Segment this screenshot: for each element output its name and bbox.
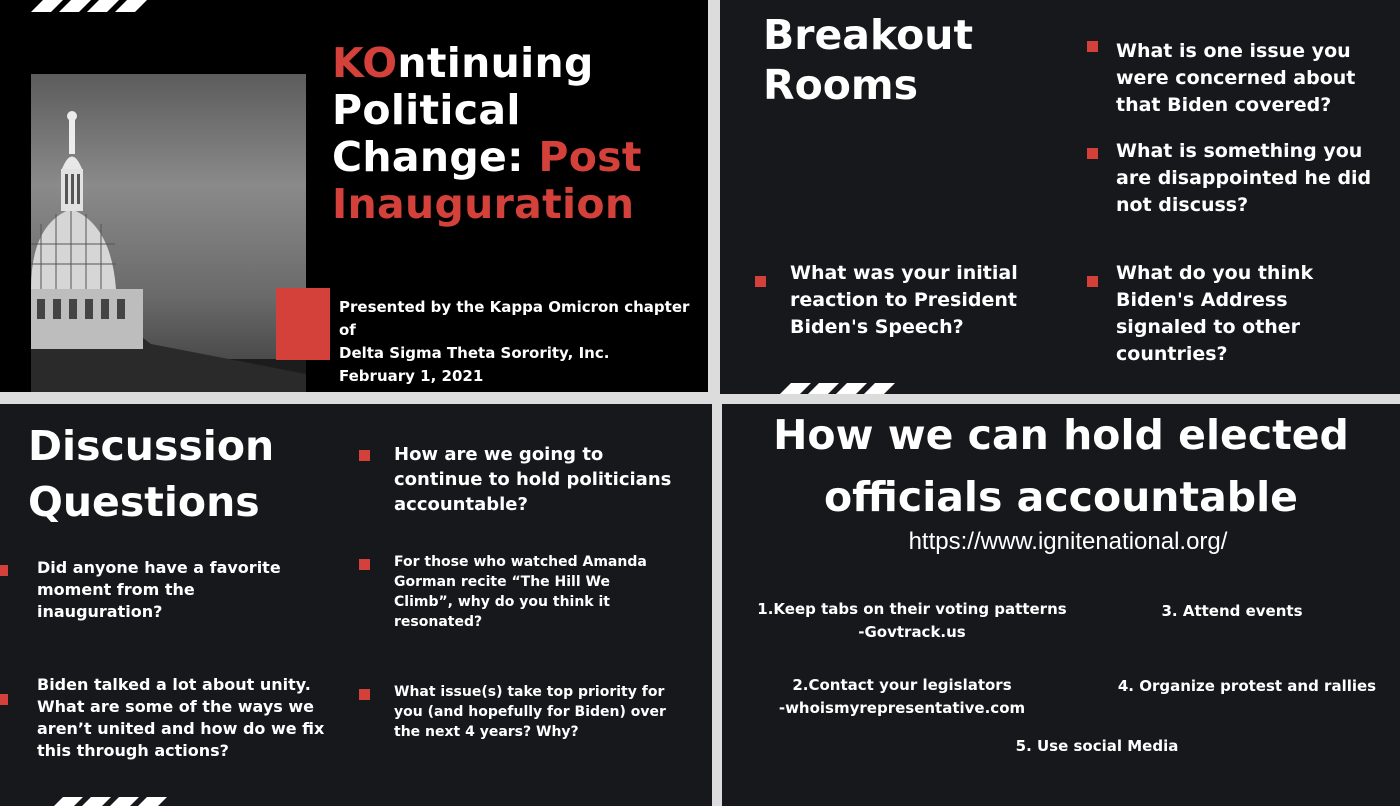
ignite-url-link[interactable]: https://www.ignitenational.org/	[908, 528, 1228, 555]
accent-block	[276, 288, 330, 360]
bullet-icon	[0, 565, 8, 576]
discussion-questions-slide	[0, 404, 712, 806]
bullet-icon	[359, 450, 370, 461]
stripe-decoration	[38, 0, 142, 12]
bullet-icon	[1087, 41, 1098, 52]
question-2: Did anyone have a favorite moment from the inauguration?	[37, 558, 281, 621]
tip-3: 3. Attend events	[1161, 602, 1303, 620]
slide-title: Discussion Questions	[28, 422, 275, 526]
question-5: What issue(s) take top priority for you (and hopefully for Biden) over the next 4 years? Why?	[394, 684, 666, 740]
question-1: What is one issue you were concerned about that Biden covered?	[1116, 40, 1356, 116]
capitol-photo	[31, 74, 306, 392]
question-2: What is something you are disappointed he did not discuss?	[1116, 140, 1372, 216]
tip-5: 5. Use social Media	[1015, 737, 1179, 755]
accountability-slide	[722, 404, 1400, 806]
question-1: How are we going to continue to hold politicians accountable?	[394, 444, 672, 515]
tip-4: 4. Organize protest and rallies	[1117, 677, 1377, 695]
title-slide	[0, 0, 708, 392]
capitol-dome-icon	[31, 74, 306, 392]
breakout-rooms-slide	[720, 0, 1400, 394]
question-3: For those who watched Amanda Gorman recite “The Hill We Climb”, why do you think it resonated?	[394, 554, 647, 630]
question-4: Biden talked a lot about unity. What are some of the ways we aren’t united and how do we fix this through actions?	[37, 675, 325, 760]
bullet-icon	[755, 276, 766, 287]
bullet-icon	[0, 694, 8, 705]
slide-title: KOntinuing Political Change: Post Inauguration	[332, 39, 642, 228]
bullet-icon	[1087, 148, 1098, 159]
stripe-decoration	[56, 797, 160, 806]
stripe-decoration	[784, 383, 888, 394]
presenter-info: Presented by the Kappa Omicron chapter of Delta Sigma Theta Sorority, Inc. February 1, 2021	[339, 298, 690, 385]
tip-1: 1.Keep tabs on their voting patterns -Govtrack.us	[757, 600, 1067, 641]
question-4: What do you think Biden's Address signaled to other countries?	[1116, 262, 1314, 365]
tip-2: 2.Contact your legislators -whoismyrepresentative.com	[778, 676, 1026, 717]
bullet-icon	[359, 559, 370, 570]
slide-title: How we can hold elected officials accountable	[773, 411, 1349, 521]
slide-title: Breakout Rooms	[763, 11, 974, 109]
question-3: What was your initial reaction to President Biden's Speech?	[790, 262, 1018, 338]
bullet-icon	[1087, 276, 1098, 287]
bullet-icon	[359, 689, 370, 700]
